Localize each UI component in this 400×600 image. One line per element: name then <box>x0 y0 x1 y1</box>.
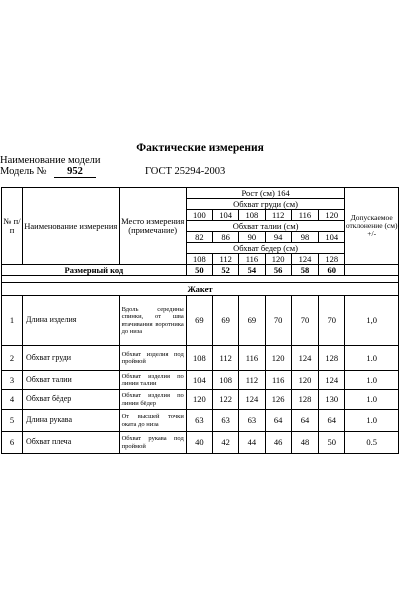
row-value: 63 <box>239 410 265 432</box>
chest-value: 116 <box>291 210 318 221</box>
row-value: 108 <box>213 371 239 390</box>
table-row <box>2 346 399 371</box>
hips-value: 108 <box>186 254 212 265</box>
hips-value: 116 <box>239 254 265 265</box>
model-number-label: Модель № <box>0 166 47 177</box>
row-tolerance: 0.5 <box>345 432 399 454</box>
waist-value: 86 <box>213 232 239 243</box>
row-name: Длина изделия <box>23 296 120 346</box>
hips-value: 120 <box>265 254 291 265</box>
row-value: 126 <box>265 390 291 410</box>
row-value: 128 <box>319 346 345 371</box>
row-value: 69 <box>239 296 265 346</box>
row-value: 46 <box>265 432 291 454</box>
row-value: 120 <box>265 346 291 371</box>
row-tolerance: 1.0 <box>345 371 399 390</box>
chest-value: 120 <box>319 210 345 221</box>
row-value: 64 <box>291 410 318 432</box>
model-number-value: 952 <box>54 166 96 178</box>
row-value: 42 <box>213 432 239 454</box>
row-number: 6 <box>2 432 23 454</box>
row-value: 70 <box>319 296 345 346</box>
header-chest: Обхват груди (см) <box>186 199 345 210</box>
hips-value: 112 <box>213 254 239 265</box>
waist-value: 104 <box>319 232 345 243</box>
row-value: 112 <box>239 371 265 390</box>
row-place: Обхват изделия по линии бёдер <box>119 390 186 410</box>
table-row <box>2 296 399 346</box>
header-name: Наименование измерения <box>23 188 120 265</box>
measurements-table <box>1 187 399 454</box>
size-value: 52 <box>213 265 239 276</box>
row-value: 69 <box>186 296 212 346</box>
document-title: Фактические измерения <box>136 142 264 154</box>
hips-value: 124 <box>291 254 318 265</box>
chest-value: 112 <box>265 210 291 221</box>
row-place: От высшей точки оката до низа <box>119 410 186 432</box>
size-tolerance-empty <box>345 265 399 276</box>
row-value: 116 <box>239 346 265 371</box>
row-tolerance: 1.0 <box>345 390 399 410</box>
header-height: Рост (см) 164 <box>186 188 345 199</box>
row-value: 64 <box>319 410 345 432</box>
row-name: Длина рукава <box>23 410 120 432</box>
row-value: 63 <box>186 410 212 432</box>
chest-value: 100 <box>186 210 212 221</box>
row-value: 124 <box>319 371 345 390</box>
row-value: 122 <box>213 390 239 410</box>
header-place: Место измерения (примечание) <box>119 188 186 265</box>
row-number: 2 <box>2 346 23 371</box>
waist-value: 98 <box>291 232 318 243</box>
standard-code: ГОСТ 25294-2003 <box>145 166 226 177</box>
size-value: 54 <box>239 265 265 276</box>
row-value: 69 <box>213 296 239 346</box>
chest-value: 108 <box>239 210 265 221</box>
row-value: 44 <box>239 432 265 454</box>
row-name: Обхват бёдер <box>23 390 120 410</box>
row-value: 120 <box>186 390 212 410</box>
row-tolerance: 1.0 <box>345 346 399 371</box>
row-value: 104 <box>186 371 212 390</box>
row-number: 5 <box>2 410 23 432</box>
waist-value: 82 <box>186 232 212 243</box>
row-name: Обхват груди <box>23 346 120 371</box>
table-row <box>2 410 399 432</box>
header-number: № п/ п <box>2 188 23 265</box>
row-value: 124 <box>239 390 265 410</box>
waist-value: 94 <box>265 232 291 243</box>
row-number: 1 <box>2 296 23 346</box>
row-number: 3 <box>2 371 23 390</box>
row-value: 128 <box>291 390 318 410</box>
table-row <box>2 371 399 390</box>
row-place: Обхват изделия под проймой <box>119 346 186 371</box>
row-value: 70 <box>265 296 291 346</box>
size-value: 60 <box>319 265 345 276</box>
row-value: 112 <box>213 346 239 371</box>
row-value: 40 <box>186 432 212 454</box>
row-tolerance: 1,0 <box>345 296 399 346</box>
row-name: Обхват плеча <box>23 432 120 454</box>
size-value: 56 <box>265 265 291 276</box>
row-value: 50 <box>319 432 345 454</box>
row-value: 63 <box>213 410 239 432</box>
row-value: 48 <box>291 432 318 454</box>
size-value: 50 <box>186 265 212 276</box>
hips-value: 128 <box>319 254 345 265</box>
header-hips: Обхват бедер (см) <box>186 243 345 254</box>
row-tolerance: 1.0 <box>345 410 399 432</box>
row-name: Обхват талии <box>23 371 120 390</box>
header-tolerance: Допускаемое отклонение (см) +/- <box>345 188 399 265</box>
row-place: Обхват рукава под проймой <box>119 432 186 454</box>
table-row <box>2 432 399 454</box>
waist-value: 90 <box>239 232 265 243</box>
row-value: 130 <box>319 390 345 410</box>
row-value: 70 <box>291 296 318 346</box>
model-name-label: Наименование модели <box>0 155 101 166</box>
row-value: 64 <box>265 410 291 432</box>
size-code-label: Размерный код <box>2 265 187 276</box>
row-place: Обхват изделия по линии талии <box>119 371 186 390</box>
table-row <box>2 390 399 410</box>
row-number: 4 <box>2 390 23 410</box>
size-value: 58 <box>291 265 318 276</box>
row-place: Вдоль середины спинки, от шва втачивания воротника до низа <box>119 296 186 346</box>
row-value: 124 <box>291 346 318 371</box>
spacer-row <box>2 276 399 283</box>
header-waist: Обхват талии (см) <box>186 221 345 232</box>
row-value: 116 <box>265 371 291 390</box>
section-title: Жакет <box>2 283 399 296</box>
row-value: 108 <box>186 346 212 371</box>
row-value: 120 <box>291 371 318 390</box>
chest-value: 104 <box>213 210 239 221</box>
